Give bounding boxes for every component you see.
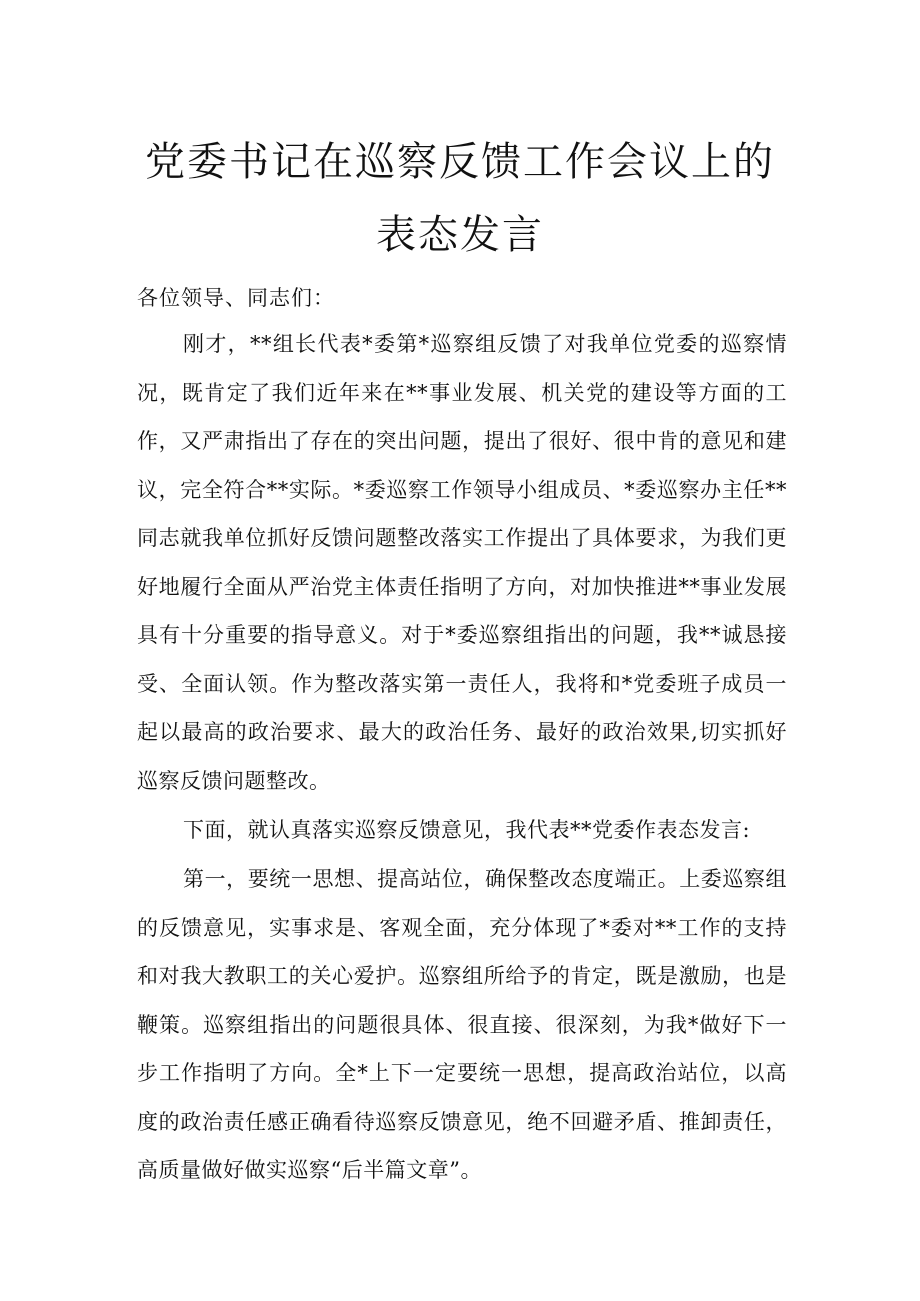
paragraph-opening: 刚才，**组长代表*委第*巡察组反馈了对我单位党委的巡察情况，既肯定了我们近年来在**事业发展、机关党的建设等方面的工作，又严肃指出了存在的突出问题，提出了很好、很中肯的意见和建议，完全符合**实际。*委巡察工作领导小组成员、*委巡察办主任**同志就我单位抓好反馈问题整改落实工作提出了具体要求，为我们更好地履行全面从严治党主体责任指明了方向，对加快推进**事业发展具有十分重要的指导意义。对于*委巡察组指出的问题，我**诚恳接受、全面认领。作为整改落实第一责任人，我将和*党委班子成员一起以最高的政治要求、最大的政治任务、最好的政治效果,切实抓好巡察反馈问题整改。 [137,332,787,793]
document-title-line-1: 党委书记在巡察反馈工作会议上的 [145,139,775,185]
paragraph-transition: 下面，就认真落实巡察反馈意见，我代表**党委作表态发言: [183,818,751,842]
paragraph-point-one: 第一，要统一思想、提高站位，确保整改态度端正。上委巡察组的反馈意见，实事求是、客观全面，充分体现了*委对**工作的支持和对我大教职工的关心爱护。巡察组所给予的肯定，既是激励，也是鞭策。巡察组指出的问题很具体、很直接、很深刻，为我*做好下一步工作指明了方向。全*上下一定要统一思想，提高政治站位，以高度的政治责任感正确看待巡察反馈意见，绝不回避矛盾、推卸责任，高质量做好做实巡察“后半篇文章”。 [137,867,787,1182]
document-title-line-2: 表态发言 [376,212,544,258]
salutation: 各位领导、同志们： [137,286,335,310]
